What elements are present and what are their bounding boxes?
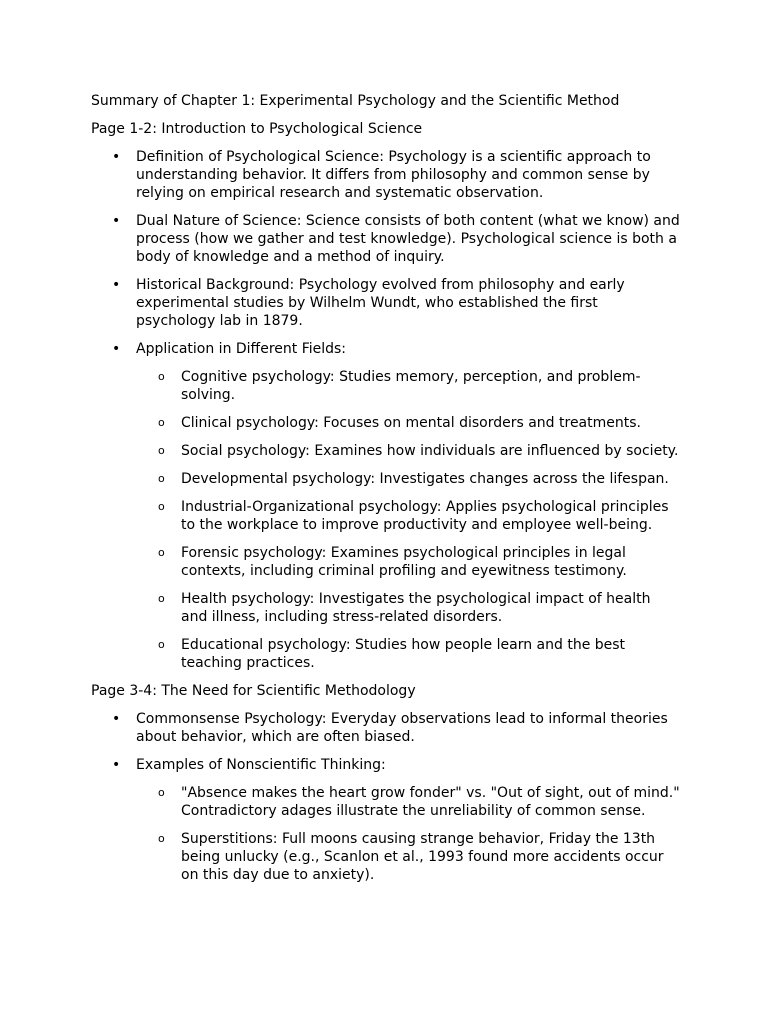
document-title: Summary of Chapter 1: Experimental Psychology and the Scientific Method <box>91 93 620 109</box>
sub-list-item <box>136 368 681 404</box>
section-heading: Page 1-2: Introduction to Psychological Science <box>91 121 423 137</box>
sub-list-item-text: Health psychology: Investigates the psychological impact of health and illness, including stress-related disorders. <box>181 591 651 625</box>
sub-list-item-text: Social psychology: Examines how individuals are influenced by society. <box>181 443 679 459</box>
sub-bullet-icon: o <box>158 444 165 457</box>
sub-list-item <box>136 442 681 460</box>
sub-bullet-list <box>136 368 681 672</box>
sub-list-item-text: Superstitions: Full moons causing strange behavior, Friday the 13th being unlucky (e.g., Scanlon et al., 1993 found more accidents occur on this day due to anxiety). <box>181 831 664 883</box>
sub-list-item <box>136 544 681 580</box>
list-item-text: Examples of Nonscientific Thinking: <box>136 757 386 773</box>
sub-list-item-text: "Absence makes the heart grow fonder" vs. "Out of sight, out of mind." Contradictory adages illustrate the unreliability of common sense. <box>181 785 680 819</box>
list-item <box>91 756 681 884</box>
sub-list-item <box>136 590 681 626</box>
list-item <box>91 276 681 330</box>
list-item <box>91 710 681 746</box>
section-heading: Page 3-4: The Need for Scientific Methodology <box>91 683 416 699</box>
list-item-text: Definition of Psychological Science: Psychology is a scientific approach to understanding behavior. It differs from philosophy and common sense by relying on empirical research and systematic observation. <box>136 149 651 201</box>
list-item <box>91 148 681 202</box>
bullet-icon: • <box>112 341 121 357</box>
list-item-text: Dual Nature of Science: Science consists of both content (what we know) and process (how we gather and test knowledge). Psychological science is both a body of knowledge and a method of inquiry. <box>136 213 680 265</box>
sub-list-item <box>136 414 681 432</box>
sub-list-item <box>136 636 681 672</box>
sub-list-item-text: Industrial-Organizational psychology: Applies psychological principles to the workplace to improve productivity and employee well-being. <box>181 499 669 533</box>
sub-list-item-text: Clinical psychology: Focuses on mental disorders and treatments. <box>181 415 641 431</box>
sub-bullet-icon: o <box>158 638 165 651</box>
list-item-text: Application in Different Fields: <box>136 341 347 357</box>
bullet-icon: • <box>112 711 121 727</box>
list-item-text: Commonsense Psychology: Everyday observations lead to informal theories about behavior, which are often biased. <box>136 711 668 745</box>
sub-list-item <box>136 784 681 820</box>
sub-list-item <box>136 830 681 884</box>
sub-bullet-icon: o <box>158 416 165 429</box>
sub-bullet-icon: o <box>158 832 165 845</box>
sub-bullet-icon: o <box>158 546 165 559</box>
sub-list-item-text: Cognitive psychology: Studies memory, perception, and problem-solving. <box>181 369 641 403</box>
sub-list-item-text: Developmental psychology: Investigates changes across the lifespan. <box>181 471 669 487</box>
sub-bullet-icon: o <box>158 592 165 605</box>
bullet-icon: • <box>112 213 121 229</box>
list-item <box>91 340 681 672</box>
list-item-text: Historical Background: Psychology evolved from philosophy and early experimental studies by Wilhelm Wundt, who established the first psychology lab in 1879. <box>136 277 625 329</box>
bullet-icon: • <box>112 757 121 773</box>
list-item <box>91 212 681 266</box>
sub-bullet-icon: o <box>158 786 165 799</box>
sub-bullet-list <box>136 784 681 884</box>
sub-list-item-text: Educational psychology: Studies how people learn and the best teaching practices. <box>181 637 626 671</box>
sub-bullet-icon: o <box>158 370 165 383</box>
bullet-list <box>91 148 768 672</box>
bullet-list <box>91 710 768 884</box>
bullet-icon: • <box>112 277 121 293</box>
bullet-icon: • <box>112 149 121 165</box>
sub-bullet-icon: o <box>158 500 165 513</box>
sub-bullet-icon: o <box>158 472 165 485</box>
sub-list-item <box>136 470 681 488</box>
sub-list-item <box>136 498 681 534</box>
sub-list-item-text: Forensic psychology: Examines psychological principles in legal contexts, including criminal profiling and eyewitness testimony. <box>181 545 627 579</box>
